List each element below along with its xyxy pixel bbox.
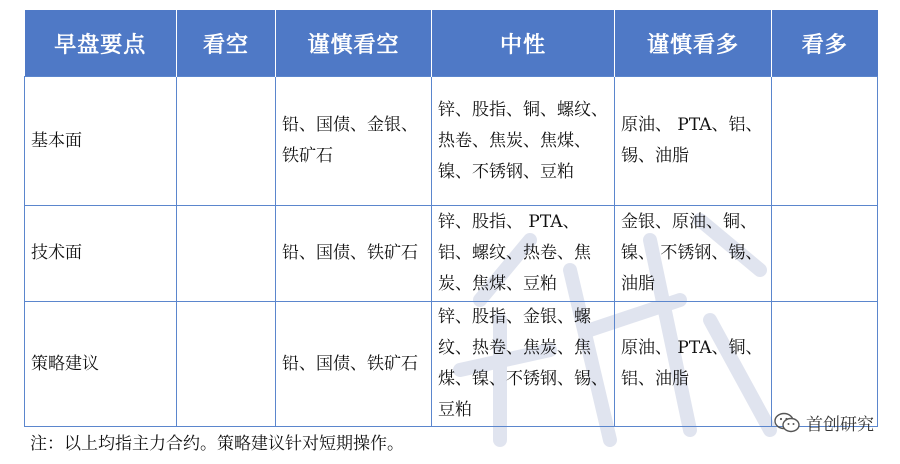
- table-cell: [772, 206, 878, 302]
- table-cell: 锌、股指、 PTA、铝、螺纹、热卷、焦炭、焦煤、豆粕: [432, 206, 615, 302]
- table-cell: 金银、原油、铜、镍、 不锈钢、锡、油脂: [615, 206, 772, 302]
- row-label: 技术面: [25, 206, 177, 302]
- table-cell: [177, 77, 276, 206]
- table-cell: [772, 302, 878, 427]
- footnote: 注：以上均指主力合约。策略建议针对短期操作。: [30, 434, 404, 454]
- table-cell: 原油、 PTA、铜、铝、油脂: [615, 302, 772, 427]
- brand-logo: [774, 410, 874, 435]
- table-cell: [772, 77, 878, 206]
- table-row: [25, 206, 878, 302]
- table-cell: 原油、 PTA、铝、锡、油脂: [615, 77, 772, 206]
- table-cell: [177, 206, 276, 302]
- table-cell: 锌、股指、金银、螺纹、热卷、焦炭、焦煤、镍、不锈钢、锡、豆粕: [432, 302, 615, 427]
- market-view-table: [24, 10, 878, 427]
- header-cell: 看空: [177, 10, 276, 77]
- table-cell: 铅、国债、铁矿石: [276, 206, 432, 302]
- brand-name: 首创研究: [806, 415, 874, 435]
- row-label: 策略建议: [25, 302, 177, 427]
- header-cell: 谨慎看多: [615, 10, 772, 77]
- header-row: [25, 10, 878, 77]
- table-row: [25, 77, 878, 206]
- table-cell: 锌、股指、铜、螺纹、热卷、焦炭、焦煤、镍、不锈钢、豆粕: [432, 77, 615, 206]
- header-cell: 早盘要点: [25, 10, 177, 77]
- header-cell: 中性: [432, 10, 615, 77]
- table-cell: 铅、国债、金银、铁矿石: [276, 77, 432, 206]
- table-cell: [177, 302, 276, 427]
- header-cell: 谨慎看空: [276, 10, 432, 77]
- table-row: [25, 302, 878, 427]
- table-cell: 铅、国债、铁矿石: [276, 302, 432, 427]
- header-cell: 看多: [772, 10, 878, 77]
- wechat-icon: [774, 412, 800, 434]
- row-label: 基本面: [25, 77, 177, 206]
